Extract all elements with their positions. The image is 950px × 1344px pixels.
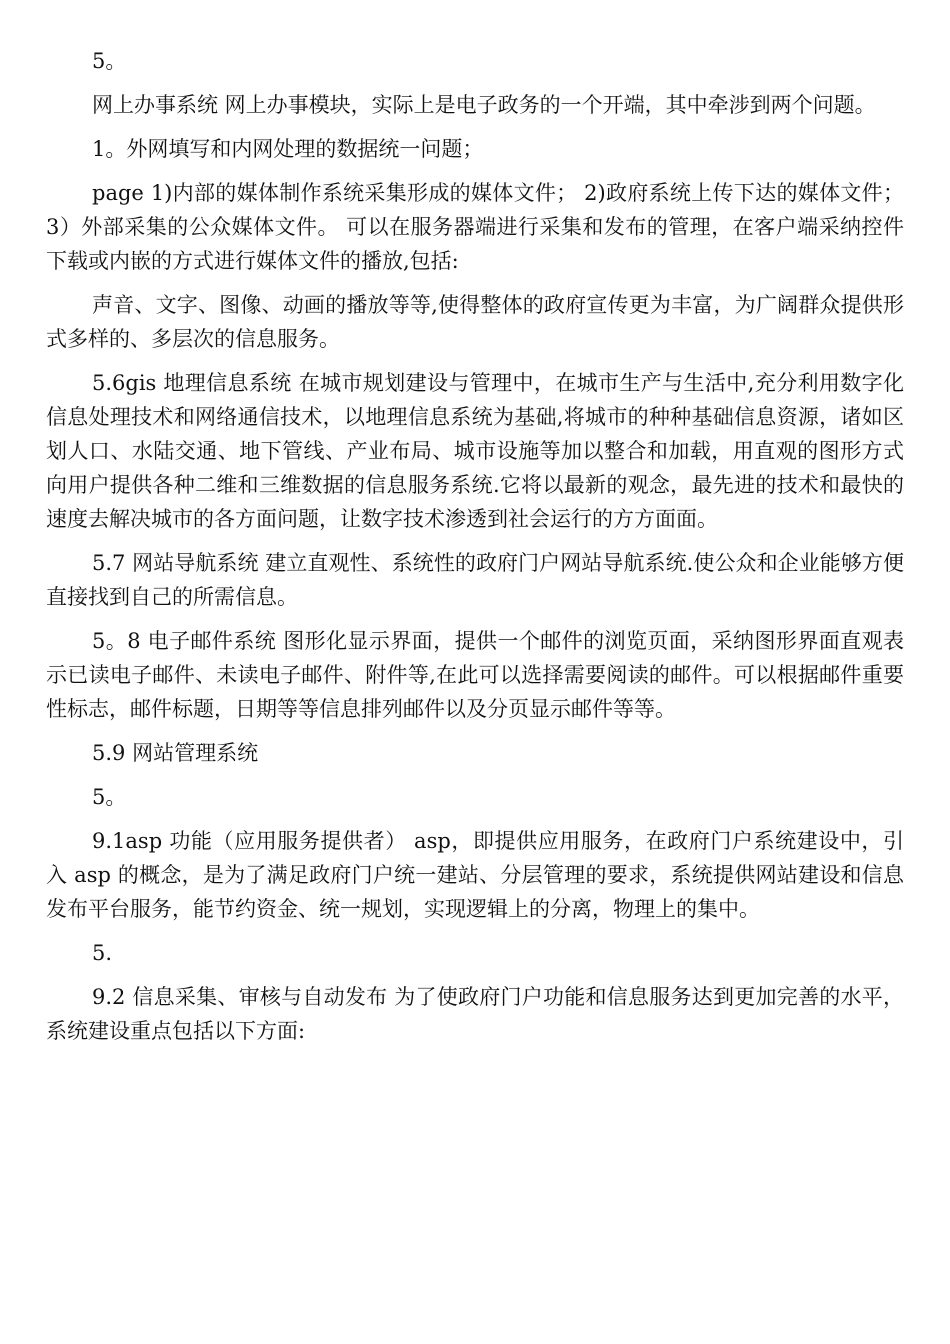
paragraph: 5.9 网站管理系统 xyxy=(92,741,259,765)
paragraph: 1。外网填写和内网处理的数据统一问题； xyxy=(92,137,484,161)
paragraph: 5。 xyxy=(92,785,127,809)
paragraph: 5. xyxy=(92,941,113,965)
paragraph: 声音、文字、图像、动画的播放等等,使得整体的政府宣传更为丰富，为广阔群众提供形式多样的、多层次的信息服务。 xyxy=(46,293,904,351)
paragraph: 网上办事系统 网上办事模块，实际上是电子政务的一个开端，其中牵涉到两个问题。 xyxy=(92,93,876,117)
paragraph: 5.6gis 地理信息系统 在城市规划建设与管理中，在城市生产与生活中,充分利用数字化信息处理技术和网络通信技术，以地理信息系统为基础,将城市的种种基础信息资源，诸如区划人口、水陆交通、地下管线、产业布局、城市设施等加以整合和加载，用直观的图形方式向用户提供各种二维和三维数据的信息服务系统.它将以最新的观念，最先进的技术和最快的速度去解决城市的各方面问题，让数字技术渗透到社会运行的方方面面。 xyxy=(46,371,904,531)
paragraph: 5。 xyxy=(92,49,127,73)
document-body xyxy=(46,44,904,1058)
paragraph: 5.7 网站导航系统 建立直观性、系统性的政府门户网站导航系统.使公众和企业能够方便直接找到自己的所需信息。 xyxy=(46,551,904,609)
paragraph: 9.1asp 功能（应用服务提供者） asp，即提供应用服务，在政府门户系统建设中，引入 asp 的概念，是为了满足政府门户统一建站、分层管理的要求，系统提供网站建设和信息发布平台服务，能节约资金、统一规划，实现逻辑上的分离，物理上的集中。 xyxy=(46,829,904,921)
paragraph: 5。8 电子邮件系统 图形化显示界面，提供一个邮件的浏览页面，采纳图形界面直观表示已读电子邮件、未读电子邮件、附件等,在此可以选择需要阅读的邮件。可以根据邮件重要性标志，邮件标题，日期等等信息排列邮件以及分页显示邮件等等。 xyxy=(46,629,904,721)
paragraph: page 1)内部的媒体制作系统采集形成的媒体文件； 2)政府系统上传下达的媒体文件； 3）外部采集的公众媒体文件。 可以在服务器端进行采集和发布的管理，在客户端采纳控件下载或内嵌的方式进行媒体文件的播放,包括: xyxy=(46,181,904,273)
paragraph: 9.2 信息采集、审核与自动发布 为了使政府门户功能和信息服务达到更加完善的水平，系统建设重点包括以下方面: xyxy=(46,985,904,1043)
